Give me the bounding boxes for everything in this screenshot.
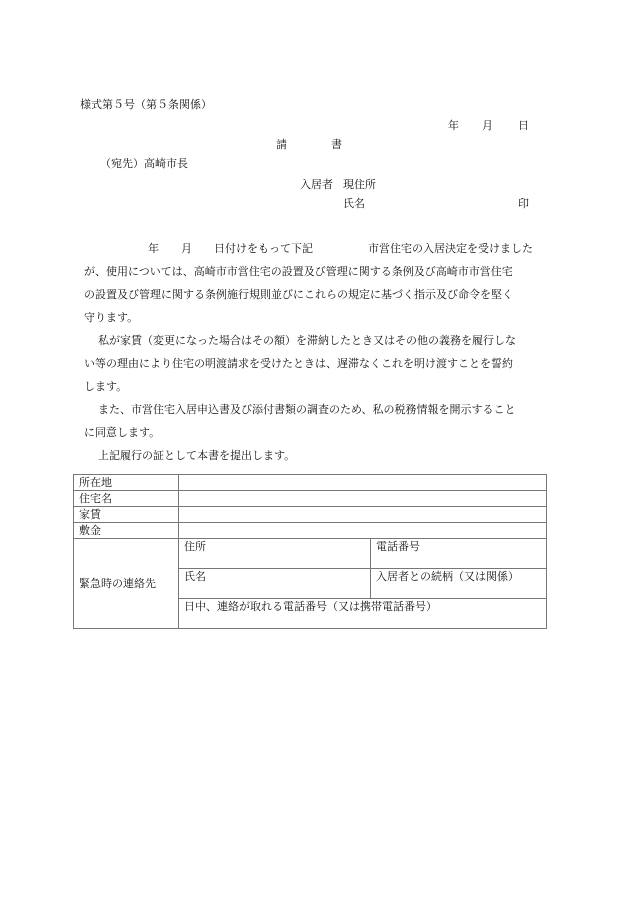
date-day: 日: [518, 119, 529, 132]
house-name-label: 住宅名: [74, 491, 179, 507]
body-line: また、市営住宅入居申込書及び添付書類の調査のため、私の税務情報を開示すること: [98, 403, 516, 416]
body-line: に同意します。: [84, 426, 161, 439]
emergency-name-cell[interactable]: 氏名: [179, 569, 371, 599]
applicant-label: 入居者: [300, 178, 333, 191]
body-line: い等の理由により住宅の明渡請求を受けたときは、遅滞なくこれを明け渡すことを誓約: [84, 357, 513, 370]
location-value[interactable]: [179, 475, 547, 491]
address-label: 現住所: [343, 178, 376, 191]
date-year: 年: [448, 119, 459, 132]
body-line: 上記履行の証として本書を提出します。: [98, 449, 296, 462]
date-month: 月: [482, 119, 493, 132]
emergency-phone-cell[interactable]: 電話番号: [371, 539, 547, 569]
rent-value[interactable]: [179, 507, 547, 523]
emergency-address-cell[interactable]: 住所: [179, 539, 371, 569]
body-line: が、使用については、高崎市市営住宅の設置及び管理に関する条例及び高崎市市営住宅: [84, 265, 513, 278]
location-label: 所在地: [74, 475, 179, 491]
body-text: [80, 237, 552, 467]
emergency-relation-cell[interactable]: 入居者との続柄（又は関係）: [371, 569, 547, 599]
seal-mark: 印: [518, 197, 529, 210]
emergency-contact-label: 緊急時の連絡先: [74, 539, 179, 629]
daytime-phone-cell[interactable]: 日中、連絡が取れる電話番号（又は携帯電話番号）: [179, 599, 547, 629]
body-line: の設置及び管理に関する条例施行規則並びにこれらの規定に基づく指示及び命令を堅く: [84, 288, 513, 301]
body-line: します。: [84, 380, 128, 393]
body-line: 守ります。: [84, 311, 139, 324]
deposit-value[interactable]: [179, 523, 547, 539]
property-table: [73, 474, 547, 629]
deposit-label: 敷金: [74, 523, 179, 539]
body-line: 年 月 日付けをもって下記 市営住宅の入居決定を受けました: [148, 242, 533, 255]
rent-label: 家賃: [74, 507, 179, 523]
document-title: 請 書: [276, 138, 342, 151]
addressee: （宛先）高崎市長: [100, 157, 188, 170]
form-id: 様式第５号（第５条関係）: [80, 98, 212, 111]
house-name-value[interactable]: [179, 491, 547, 507]
name-label: 氏名: [343, 197, 365, 210]
body-line: 私が家賃（変更になった場合はその額）を滞納したとき又はその他の義務を履行しな: [98, 334, 516, 347]
